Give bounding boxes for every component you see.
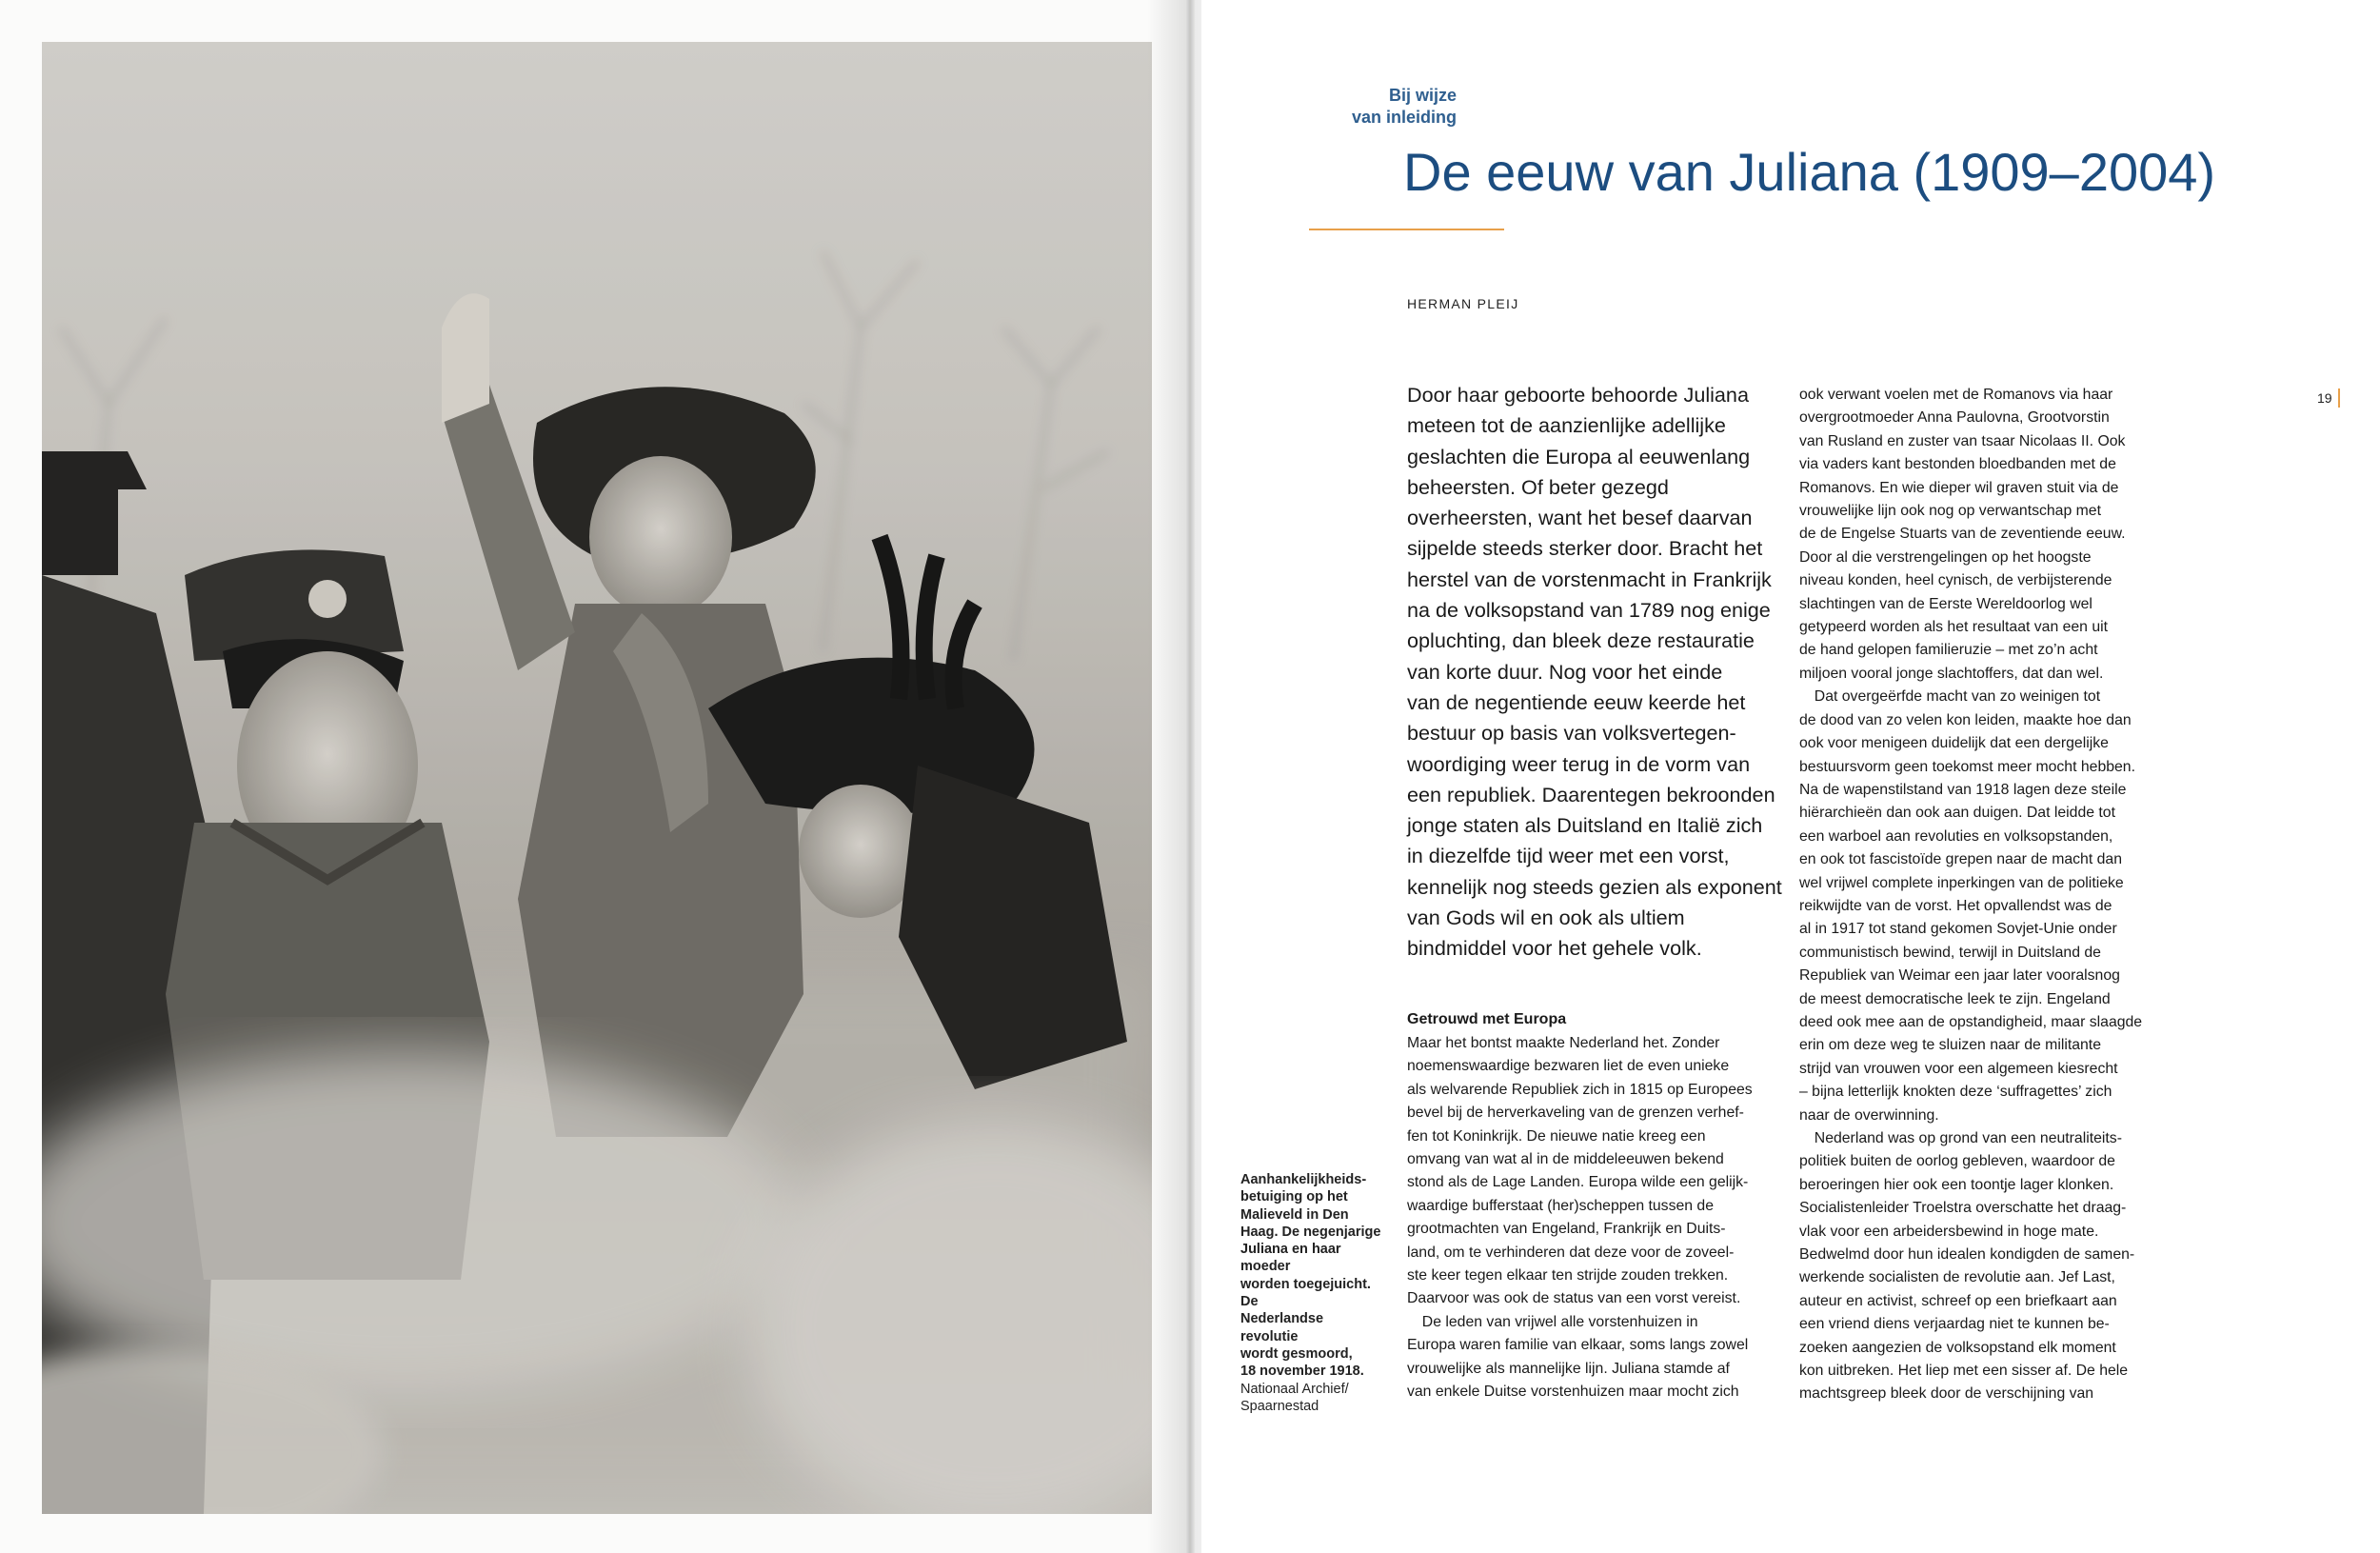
page-number-marker — [2338, 388, 2340, 408]
body-line: miljoen vooral jonge slachtoffers, dat dan wel. — [1799, 665, 2104, 682]
body-line: bevel bij de herverkaveling van de grenzen verhef- — [1407, 1105, 1744, 1122]
intro-line: meteen tot de aanzienlijke adellijke — [1407, 413, 1726, 438]
body-column-1 — [1407, 1032, 1797, 1404]
body-line: reikwijdte van de vorst. Het opvallendst was de — [1799, 897, 2112, 914]
body-line: land, om te verhinderen dat deze voor de zoveel- — [1407, 1244, 1735, 1261]
body-line: via vaders kant bestonden bloedbanden met de — [1799, 456, 2116, 473]
body-line: een warboel aan revoluties en volksopstanden, — [1799, 827, 2113, 845]
intro-line: van Gods wil en ook als ultiem — [1407, 906, 1685, 930]
body-line: kon uitbreken. Het liep met een sisser af. De hele — [1799, 1363, 2129, 1380]
caption-credit-line: Spaarnestad — [1240, 1398, 1319, 1414]
historical-photo — [42, 42, 1152, 1514]
photo-caption — [1240, 1171, 1383, 1415]
body-line: naar de overwinning. — [1799, 1106, 1939, 1124]
body-line: Europa waren familie van elkaar, soms langs zowel — [1407, 1337, 1749, 1354]
body-line: Door al die verstrengelingen op het hoogste — [1799, 548, 2092, 566]
body-line: de de Engelse Stuarts van de zeventiende eeuw. — [1799, 526, 2126, 543]
body-line: deed ook mee aan de opstandigheid, maar slaagde — [1799, 1013, 2143, 1030]
body-line: omvang van wat al in de middeleeuwen bekend — [1407, 1151, 1724, 1168]
body-line: vrouwelijke lijn ook nog op verwantschap met — [1799, 503, 2101, 520]
caption-line: Juliana en haar moeder — [1240, 1242, 1341, 1275]
body-line: strijd van vrouwen voor een algemeen kiesrecht — [1799, 1060, 2118, 1077]
body-line: een vriend diens verjaardag niet te kunnen be- — [1799, 1316, 2110, 1333]
body-line: als welvarende Republiek zich in 1815 op Europees — [1407, 1081, 1753, 1098]
kicker-line: Bij wijze — [1388, 86, 1457, 105]
body-line: getypeerd worden als het resultaat van een uit — [1799, 619, 2109, 636]
body-line: overgrootmoeder Anna Paulovna, Grootvorstin — [1799, 409, 2110, 427]
body-line: niveau konden, heel cynisch, de verbijsterende — [1799, 572, 2112, 589]
intro-line: Door haar geboorte behoorde Juliana — [1407, 383, 1749, 407]
intro-line: van de negentiende eeuw keerde het — [1407, 689, 1746, 714]
body-line: de meest democratische leek te zijn. Engeland — [1799, 990, 2111, 1007]
section-kicker — [1333, 85, 1457, 129]
intro-line: bestuur op basis van volksvertegen- — [1407, 721, 1736, 746]
intro-line: kennelijk nog steeds gezien als exponent — [1407, 874, 1782, 899]
intro-line: beheersten. Of beter gezegd — [1407, 474, 1669, 499]
body-line: Maar het bontst maakte Nederland het. Zonder — [1407, 1035, 1720, 1051]
title-rule — [1309, 229, 1504, 230]
section-subhead: Getrouwd met Europa — [1407, 1011, 1567, 1027]
author-name: HERMAN PLEIJ — [1407, 296, 1519, 311]
body-line: beroeringen hier ook een toontje lager klonken. — [1799, 1176, 2114, 1193]
caption-line: Haag. De negenjarige — [1240, 1224, 1381, 1240]
body-line: communistisch bewind, terwijl in Duitsland de — [1799, 944, 2101, 961]
intro-line: na de volksopstand van 1789 nog enige — [1407, 598, 1771, 623]
body-line: van enkele Duitse vorstenhuizen maar mocht zich — [1407, 1384, 1739, 1401]
body-line: en ook tot fascistoïde grepen naar de macht dan — [1799, 851, 2122, 868]
body-line: – bijna letterlijk knokten deze ‘suffragettes’ zich — [1799, 1084, 2112, 1101]
body-line: grootmachten van Engeland, Frankrijk en Duits- — [1407, 1221, 1726, 1238]
body-line: vrouwelijke als mannelijke lijn. Juliana stamde af — [1407, 1360, 1730, 1377]
body-line: ook verwant voelen met de Romanovs via haar — [1799, 387, 2113, 403]
body-line: al in 1917 tot stand gekomen Sovjet-Unie onder — [1799, 921, 2117, 938]
body-line: Daarvoor was ook de status van een vorst vereist. — [1407, 1290, 1741, 1307]
page-number: 19 — [2317, 390, 2332, 406]
body-line: ste keer tegen elkaar ten strijde zouden trekken. — [1407, 1267, 1729, 1284]
body-line: de hand gelopen familieruzie – met zo’n acht — [1799, 642, 2098, 659]
body-line: waardige bufferstaat (her)scheppen tussen de — [1407, 1197, 1714, 1214]
caption-line: worden toegejuicht. De — [1240, 1276, 1371, 1310]
body-line: stond als de Lage Landen. Europa wilde een gelijk- — [1407, 1174, 1749, 1191]
body-line: politiek buiten de oorlog gebleven, waardoor de — [1799, 1153, 2115, 1170]
body-line: de dood van zo velen kon leiden, maakte hoe dan — [1799, 711, 2132, 728]
chapter-title: De eeuw van Juliana (1909–2004) — [1403, 142, 2216, 202]
body-line: bestuursvorm geen toekomst meer mocht hebben. — [1799, 758, 2135, 775]
body-line: vlak voor een arbeidersbewind in hoge mate. — [1799, 1223, 2099, 1240]
intro-line: bindmiddel voor het gehele volk. — [1407, 936, 1702, 961]
body-line: wel vrijwel complete inperkingen van de politieke — [1799, 874, 2124, 891]
body-line: Socialistenleider Troelstra overschatte het draag- — [1799, 1200, 2127, 1217]
body-line: Nederland was op grond van een neutraliteits- — [1799, 1130, 2122, 1146]
intro-line: woordiging weer terug in de vorm van — [1407, 751, 1751, 776]
caption-line: wordt gesmoord, — [1240, 1345, 1353, 1362]
caption-line: 18 november 1918. — [1240, 1364, 1364, 1380]
caption-line: betuiging op het — [1240, 1189, 1348, 1205]
body-line: auteur en activist, schreef op een briefkaart aan — [1799, 1292, 2117, 1309]
body-line: machtsgreep bleek door de verschijning van — [1799, 1385, 2094, 1403]
body-line: noemenswaardige bezwaren liet de even unieke — [1407, 1058, 1730, 1075]
caption-line: Malieveld in Den — [1240, 1206, 1349, 1223]
body-line: hiërarchieën dan ook aan duigen. Dat leidde tot — [1799, 805, 2115, 822]
body-line: van Rusland en zuster van tsaar Nicolaas II. Ook — [1799, 432, 2126, 449]
intro-paragraph — [1407, 380, 1782, 965]
intro-line: opluchting, dan bleek deze restauratie — [1407, 628, 1755, 653]
body-line: slachtingen van de Eerste Wereldoorlog wel — [1799, 595, 2092, 612]
intro-line: in diezelfde tijd weer met een vorst, — [1407, 844, 1730, 868]
intro-line: overheersten, want het besef daarvan — [1407, 506, 1753, 530]
caption-line: Aanhankelijkheids- — [1240, 1172, 1367, 1187]
body-line: Na de wapenstilstand van 1918 lagen deze steile — [1799, 781, 2127, 798]
body-line: De leden van vrijwel alle vorstenhuizen in — [1407, 1313, 1698, 1330]
body-line: fen tot Koninkrijk. De nieuwe natie kreeg een — [1407, 1127, 1706, 1145]
caption-line: Nederlandse revolutie — [1240, 1311, 1324, 1344]
body-line: werkende socialisten de revolutie aan. Jef Last, — [1799, 1269, 2115, 1286]
body-line: Romanovs. En wie dieper wil graven stuit via de — [1799, 479, 2119, 496]
body-line: ook voor menigeen duidelijk dat een dergelijke — [1799, 735, 2109, 752]
intro-line: van korte duur. Nog voor het einde — [1407, 659, 1723, 684]
kicker-line: van inleiding — [1351, 108, 1457, 127]
intro-line: herstel van de vorstenmacht in Frankrijk — [1407, 567, 1772, 591]
body-column-2 — [1799, 384, 2190, 1406]
body-line: zoeken aangezien de volksopstand elk moment — [1799, 1339, 2116, 1356]
intro-line: een republiek. Daarentegen bekroonden — [1407, 782, 1775, 806]
body-line: erin om deze weg te sluizen naar de militante — [1799, 1037, 2101, 1054]
intro-line: sijpelde steeds sterker door. Bracht het — [1407, 536, 1763, 561]
intro-line: jonge staten als Duitsland en Italië zich — [1407, 813, 1763, 838]
body-line: Republiek van Weimar een jaar later vooralsnog — [1799, 967, 2120, 985]
body-line: Dat overgeërfde macht van zo weinigen tot — [1799, 688, 2101, 706]
caption-credit-line: Nationaal Archief/ — [1240, 1381, 1349, 1397]
body-line: Bedwelmd door hun idealen kondigden de samen- — [1799, 1246, 2135, 1264]
intro-line: geslachten die Europa al eeuwenlang — [1407, 444, 1751, 468]
